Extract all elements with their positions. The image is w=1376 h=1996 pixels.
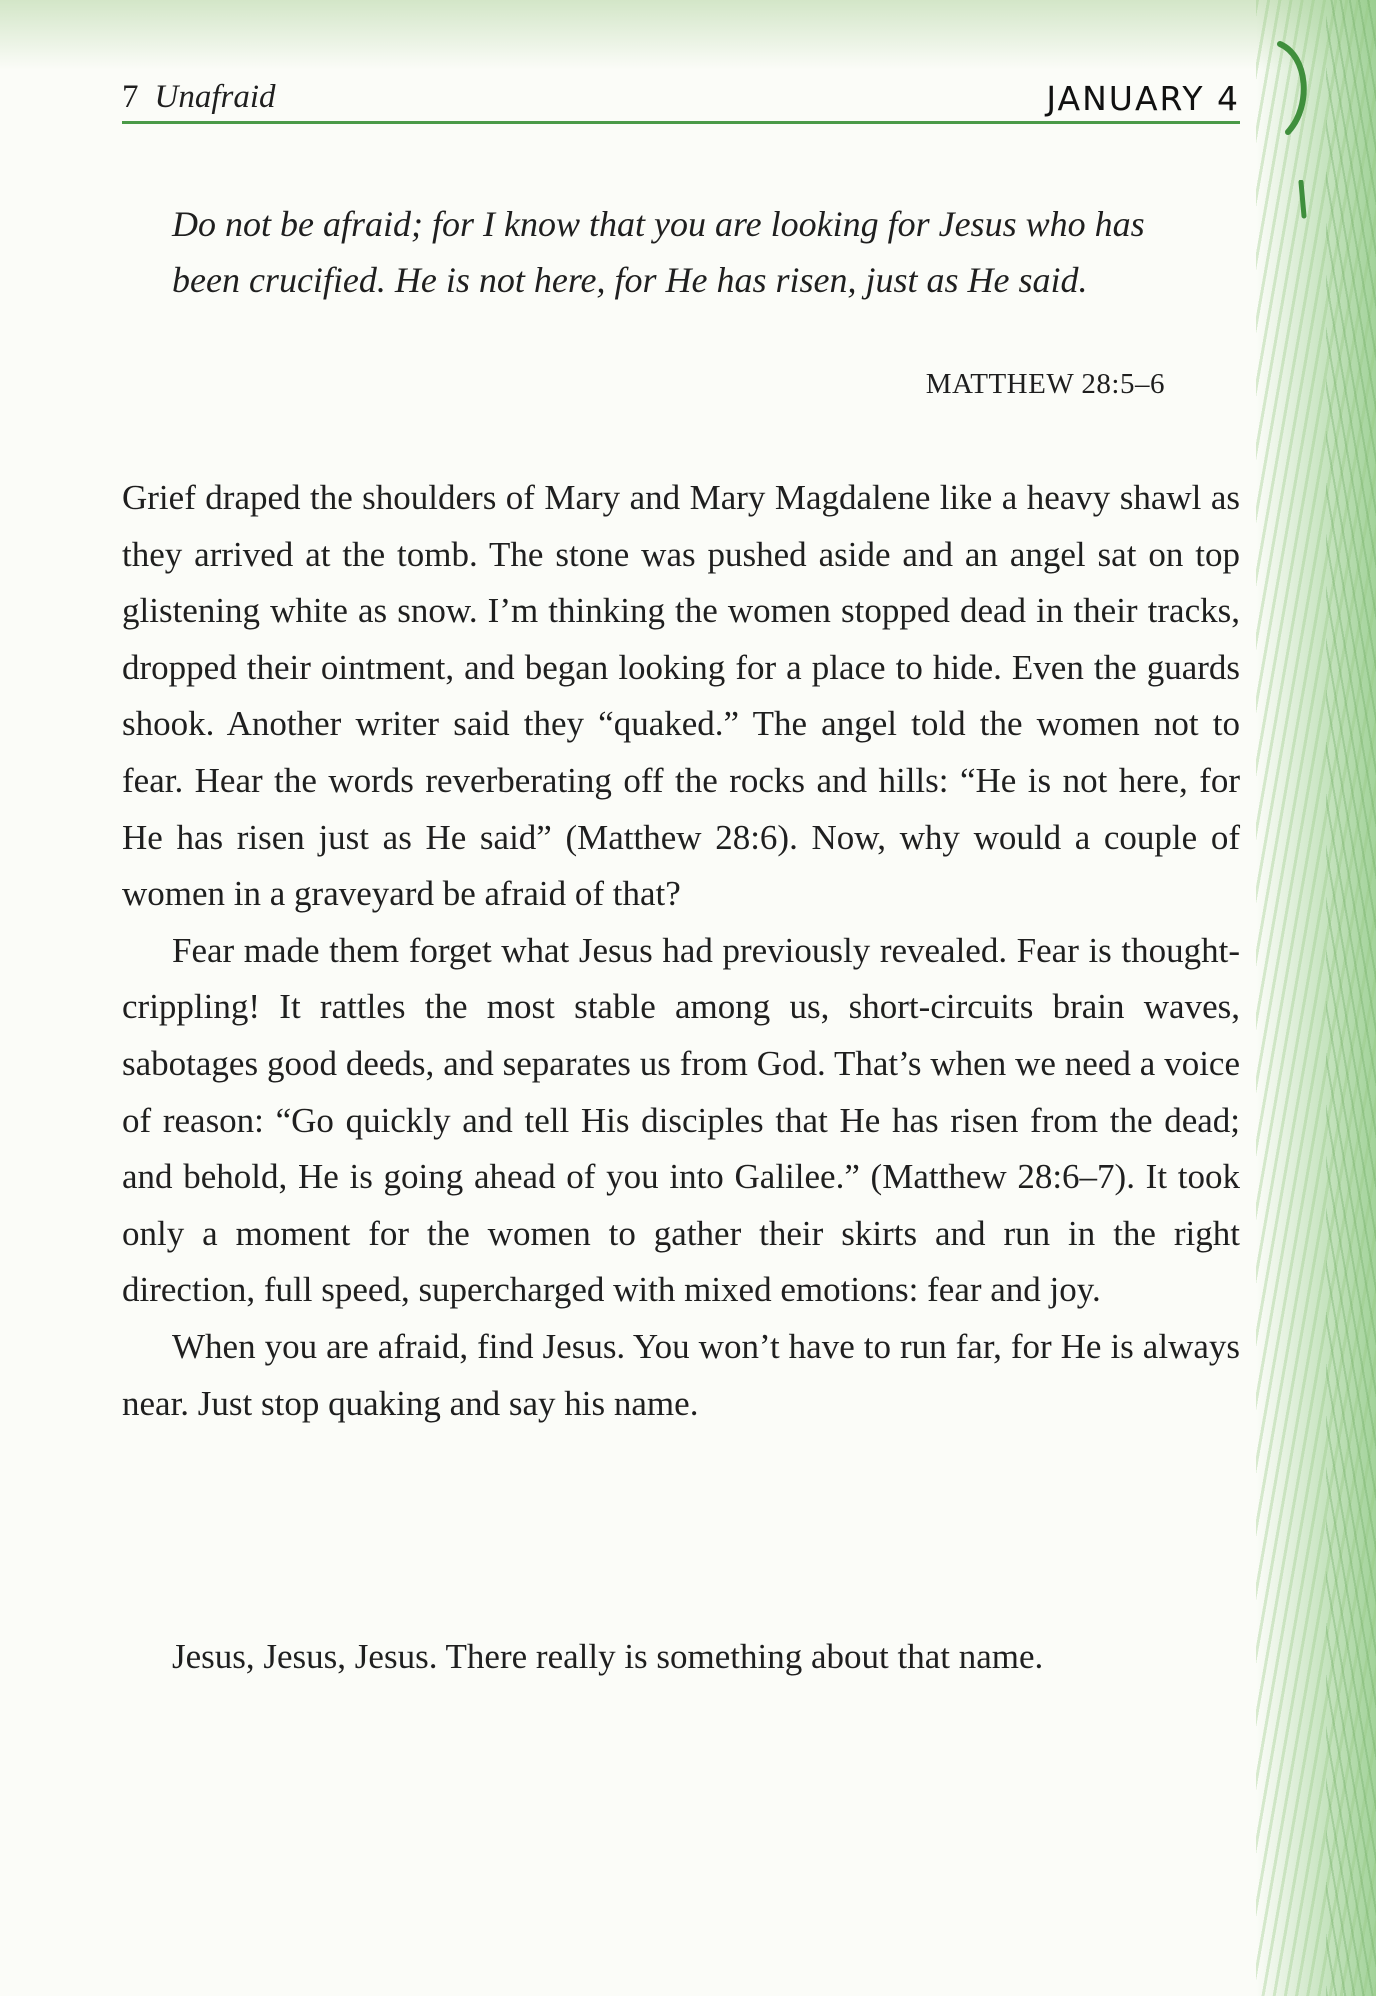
closing-prayer: Jesus, Jesus, Jesus. There really is something about that name. — [172, 1637, 1044, 1676]
devotional-body — [122, 470, 1240, 1432]
top-leaf-texture — [0, 0, 1376, 70]
scripture-citation: MATTHEW 28:5–6 — [925, 368, 1165, 400]
right-leaf-border-detail — [1326, 0, 1376, 1996]
section-title: Unafraid — [154, 79, 276, 115]
header-rule — [122, 121, 1240, 124]
date-heading: JANUARY 4 — [1046, 79, 1240, 118]
calendar-ring-icon — [1268, 36, 1328, 146]
page-header — [122, 68, 1240, 124]
page-number: 7 — [122, 79, 139, 115]
body-paragraph: When you are afraid, find Jesus. You won’t have to run far, for He is always near. Just stop quaking and say his name. — [122, 1326, 1240, 1423]
running-head — [122, 79, 276, 116]
body-paragraph: Fear made them forget what Jesus had previously revealed. Fear is thought-crippling! It rattles the most stable among us, short-circuits brain waves, sabotages good deeds, and separates us from God. That’s when we need a voice of reason: “Go quickly and tell His disciples that He has risen from the dead; and behold, He is going ahead of you into Galilee.” (Matthew 28:6–7). It took only a moment for the women to gather their skirts and run in the right direction, full speed, supercharged with mixed emotions: fear and joy. — [122, 930, 1240, 1310]
scripture-quote: Do not be afraid; for I know that you are looking for Jesus who has been crucified. He is not here, for He has risen, just as He said. — [172, 204, 1145, 300]
body-paragraph: Grief draped the shoulders of Mary and Mary Magdalene like a heavy shawl as they arrived at the tomb. The stone was pushed aside and an angel sat on top glistening white as snow. I’m thinking the women stopped dead in their tracks, dropped their ointment, and began looking for a place to hide. Even the guards shook. Another writer said they “quaked.” The angel told the women not to fear. Hear the words reverberating off the rocks and hills: “He is not here, for He has risen just as He said” (Matthew 28:6). Now, why would a couple of women in a graveyard be afraid of that? — [122, 478, 1240, 914]
ring-tick-icon — [1296, 180, 1310, 220]
